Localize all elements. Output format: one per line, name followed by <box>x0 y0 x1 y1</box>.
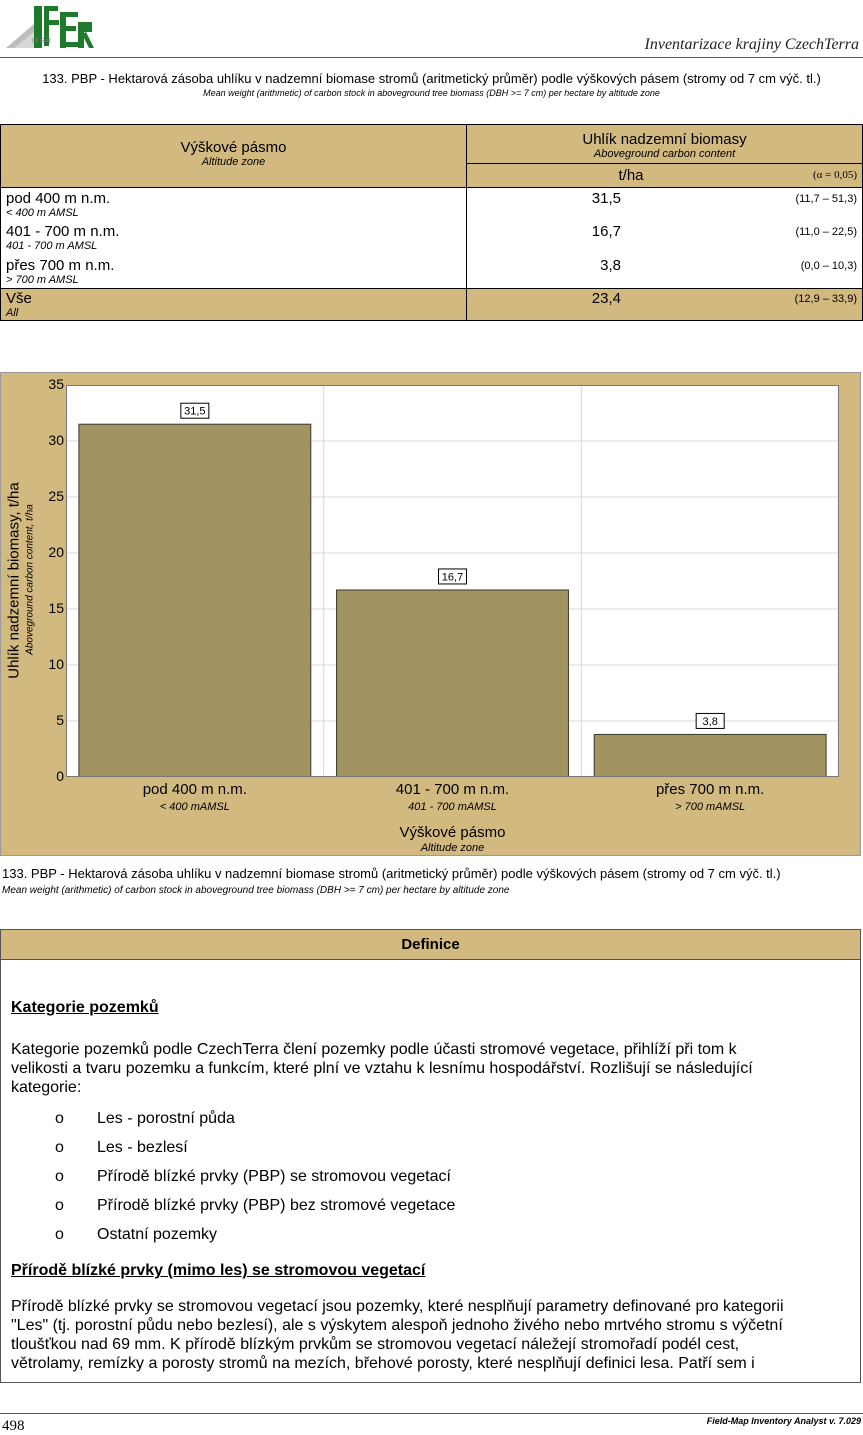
bar <box>79 424 311 777</box>
y-tick-label: 15 <box>48 600 64 616</box>
header-divider <box>0 57 863 58</box>
software-credit: Field-Map Inventory Analyst v. 7.029 <box>706 1416 861 1426</box>
data-label: 3,8 <box>702 715 718 728</box>
row-label: pod 400 m n.m. <box>6 190 111 207</box>
list-item: Přírodě blízké prvky (PBP) bez stromové vegetace <box>97 1197 456 1214</box>
data-label: 16,7 <box>441 571 464 584</box>
bullet-marker: o <box>55 1168 64 1185</box>
total-label-en: All <box>6 307 19 319</box>
chart-caption: 133. PBP - Hektarová zásoba uhlíku v nadzemní biomase stromů (aritmetický průměr) podle výškových pásem (stromy od 7 cm výč. tl.) <box>2 866 781 881</box>
table-row <box>1 221 862 254</box>
paragraph-line: kategorie: <box>11 1079 82 1096</box>
subheader-divider <box>466 163 862 164</box>
table-row <box>1 255 862 288</box>
row-value: 16,7 <box>591 223 621 240</box>
y-axis-label-en: Aboveground carbon content, t/ha <box>24 504 36 655</box>
bullet-marker: o <box>55 1139 64 1156</box>
data-label: 31,5 <box>184 405 206 418</box>
col2-header-en: Aboveground carbon content <box>593 148 736 160</box>
table-caption-en: Mean weight (arithmetic) of carbon stock in aboveground tree biomass (DBH >= 7 cm) per hectare by altitude zone <box>203 88 660 98</box>
footer-divider <box>0 1413 863 1414</box>
list-item: Les - porostní půda <box>97 1110 235 1127</box>
y-tick-label: 20 <box>48 544 64 560</box>
x-tick-label: přes 700 m n.m. <box>655 781 765 798</box>
x-axis-label-en: Altitude zone <box>420 842 485 854</box>
col2-header: Uhlík nadzemní biomasy <box>582 131 747 148</box>
list-item: Les - bezlesí <box>97 1139 188 1156</box>
col1-header: Výškové pásmo <box>180 139 287 156</box>
row-label-en: > 700 m AMSL <box>6 274 79 286</box>
section-title: Kategorie pozemků <box>11 999 159 1016</box>
list-item: Přírodě blízké prvky (PBP) se stromovou vegetací <box>97 1168 451 1185</box>
table-total-row <box>1 289 862 320</box>
x-tick-label-en: > 700 mAMSL <box>675 801 746 813</box>
total-ci: (12,9 – 33,9) <box>794 293 857 305</box>
paragraph-line: větrolamy, remízky a porosty stromů na mezích, břehové porosty, které nesplňují definici lesa. Patří sem i <box>11 1355 755 1372</box>
page-number: 498 <box>2 1418 25 1434</box>
y-tick-label: 25 <box>48 488 64 504</box>
data-table <box>0 124 863 321</box>
row-ci: (0,0 – 10,3) <box>800 260 857 272</box>
bar <box>337 590 569 777</box>
row-label-en: < 400 m AMSL <box>6 207 79 219</box>
y-tick-label: 10 <box>48 656 64 672</box>
col1-header-en: Altitude zone <box>201 156 266 168</box>
chart-plot-area <box>66 385 839 777</box>
row-value: 3,8 <box>600 257 621 274</box>
bullet-marker: o <box>55 1197 64 1214</box>
x-tick-label-en: < 400 mAMSL <box>159 801 230 813</box>
total-label: Vše <box>6 290 32 307</box>
paragraph-line: Přírodě blízké prvky se stromovou vegetací jsou pozemky, které nesplňují parametry definované pro kategorii <box>11 1298 784 1315</box>
row-label: přes 700 m n.m. <box>6 257 115 274</box>
bullet-marker: o <box>55 1110 64 1127</box>
chart-caption-en: Mean weight (arithmetic) of carbon stock in aboveground tree biomass (DBH >= 7 cm) per hectare by altitude zone <box>2 885 510 896</box>
logo-text: IFER <box>32 38 52 45</box>
bar <box>594 734 826 777</box>
bullet-marker: o <box>55 1226 64 1243</box>
row-ci: (11,0 – 22,5) <box>795 226 857 238</box>
x-tick-label: 401 - 700 m n.m. <box>395 781 510 798</box>
paragraph-line: Kategorie pozemků podle CzechTerra člení pozemky podle účasti stromové vegetace, přihlíží při tom k <box>11 1041 737 1058</box>
y-tick-label: 0 <box>56 768 64 784</box>
y-axis-label: Uhlík nadzemní biomasy, t/ha <box>5 482 23 679</box>
paragraph-line: tloušťkou nad 69 mm. K přírodě blízkým prvkům se stromovou vegetací náležejí stromořadí podél cest, <box>11 1336 740 1353</box>
bullet-list <box>0 1108 860 1248</box>
paragraph-line: velikosti a tvaru pozemku a funkcím, které plní ve vztahu k lesnímu hospodářství. Rozlišují se následující <box>11 1060 753 1077</box>
paragraph-line: "Les" (tj. porostní půdu nebo bezlesí), ale s výskytem alespoň jednoho živého nebo mrtvého stromu s výčetní <box>11 1317 783 1334</box>
y-tick-label: 30 <box>48 432 64 448</box>
row-ci: (11,7 – 51,3) <box>795 193 857 205</box>
section-title: Přírodě blízké prvky (mimo les) se stromovou vegetací <box>11 1262 426 1279</box>
y-tick-label: 5 <box>56 712 64 728</box>
document-title: Inventarizace krajiny CzechTerra <box>644 36 859 53</box>
x-tick-label: pod 400 m n.m. <box>142 781 247 798</box>
unit-label: t/ha <box>618 167 644 184</box>
x-axis-label: Výškové pásmo <box>399 824 506 841</box>
logo <box>4 2 96 52</box>
y-tick-label: 35 <box>48 376 64 392</box>
row-label-en: 401 - 700 m AMSL <box>6 240 98 252</box>
table-caption: 133. PBP - Hektarová zásoba uhlíku v nadzemní biomase stromů (aritmetický průměr) podle výškových pásem (stromy od 7 cm výč. tl.) <box>42 71 821 86</box>
list-item: Ostatní pozemky <box>97 1226 218 1243</box>
row-label: 401 - 700 m n.m. <box>6 223 120 240</box>
definitions-heading: Definice <box>0 929 861 960</box>
chart-svg <box>66 385 839 777</box>
total-value: 23,4 <box>591 290 621 307</box>
row-value: 31,5 <box>591 190 621 207</box>
alpha-label: (α = 0,05) <box>812 169 857 181</box>
table-row <box>1 188 862 221</box>
x-tick-label-en: 401 - 700 mAMSL <box>408 801 497 813</box>
